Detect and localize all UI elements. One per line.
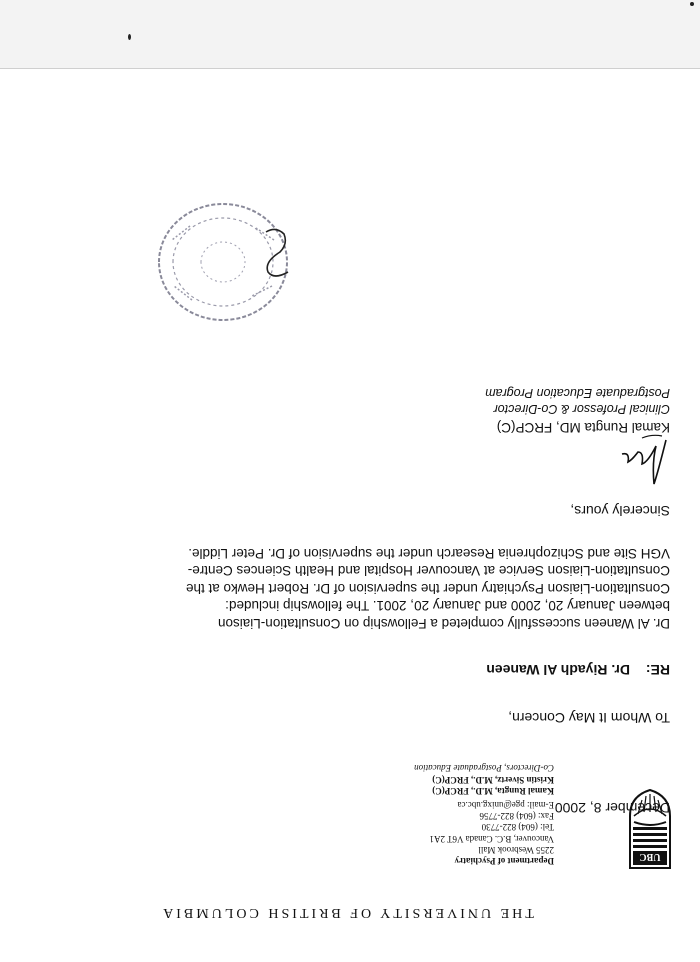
re-line: [486, 662, 670, 678]
signatory-title: [485, 385, 670, 416]
crest-text: UBC: [639, 851, 661, 862]
body-line: Dr. Al Waneen successfully completed a Fellowship on Consultation-Liaison: [218, 616, 670, 631]
body-line: between January 20, 2000 and January 20, 2001. The fellowship included:: [225, 598, 670, 614]
handwritten-initial-icon: [258, 222, 294, 282]
address-line: Vancouver, B.C. Canada V6T 2A1: [429, 833, 554, 844]
co-director: Kristin Sivertz, M.D., FRCP(C): [432, 774, 554, 785]
fax: Fax: (604) 822-7756: [479, 811, 554, 822]
closing: Sincerely yours,: [570, 503, 670, 519]
re-subject: Dr. Riyadh Al Waneen: [486, 662, 630, 678]
signatory-name: Kamal Rungta MD, FRCP(C): [496, 420, 670, 435]
body-line: Consultation-Liaison Psychiatry under the supervision of Dr. Robert Hewko at the: [186, 581, 670, 596]
university-name: THE UNIVERSITY OF BRITISH COLUMBIA: [160, 905, 534, 920]
department-name: Department of Psychiatry: [454, 856, 554, 866]
telephone: Tel: (604) 822-7730: [481, 822, 554, 833]
email: E-mail: pge@unixg.ubc.ca: [457, 799, 554, 810]
co-director: Kamal Rungta, M.D., FRCP(C): [432, 785, 554, 796]
department-block: [324, 762, 554, 866]
body-line: Consultation-Liaison Service at Vancouver Hospital and Health Sciences Centre-: [187, 563, 670, 579]
signature-icon: [582, 432, 672, 492]
greeting: To Whom It May Concern,: [508, 710, 670, 726]
body-line: VGH Site and Schizophrenia Research under the supervision of Dr. Peter Liddle.: [188, 546, 670, 561]
re-label: RE:: [645, 662, 670, 678]
signatory-title-line: Postgraduate Education Program: [485, 386, 670, 401]
signatory-title-line: Clinical Professor & Co-Director: [493, 402, 670, 416]
address-line: 2255 Wesbrook Mall: [478, 844, 554, 855]
letter-date: December 8, 2000: [554, 800, 670, 816]
letter-body: [20, 545, 670, 633]
co-directors-title: Co-Directors, Postgraduate Education: [414, 763, 554, 774]
